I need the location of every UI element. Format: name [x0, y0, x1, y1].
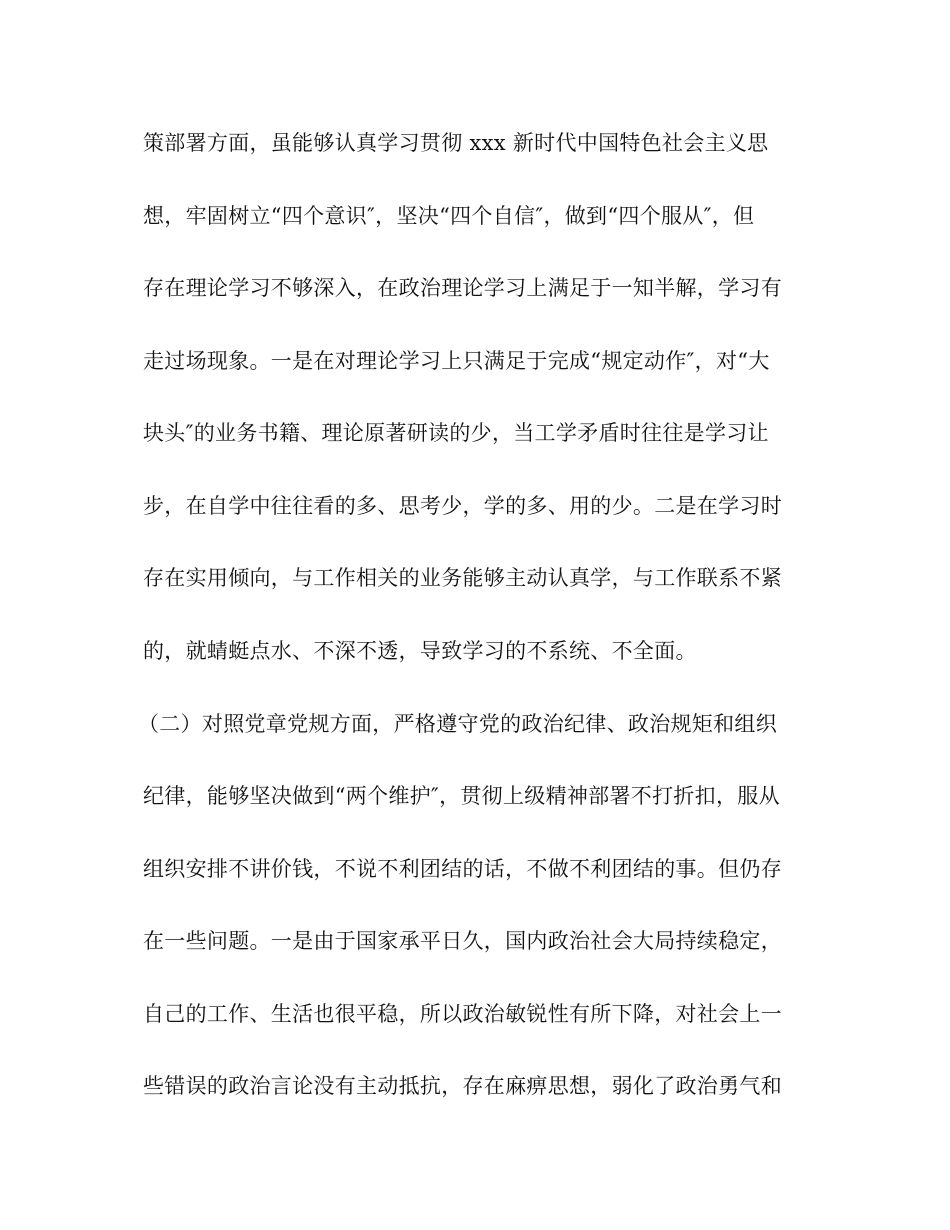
section-heading-line: （二）对照党章党规方面，严格遵守党的政治纪律、政治规矩和组织: [138, 712, 777, 736]
text-line: 的，就蜻蜓点水、不深不透，导致学习的不系统、不全面。: [143, 639, 697, 663]
text-line: 存在实用倾向，与工作相关的业务能够主动认真学，与工作联系不紧: [143, 566, 782, 590]
text-line: 在一些问题。一是由于国家承平日久，国内政治社会大局持续稳定，: [143, 929, 782, 953]
text-line: 步，在自学中往往看的多、思考少，学的多、用的少。二是在学习时: [143, 494, 782, 518]
text-line: 自己的工作、生活也很平稳，所以政治敏锐性有所下降，对社会上一: [143, 1002, 782, 1026]
text-line: 策部署方面，虽能够认真学习贯彻 xxx 新时代中国特色社会主义思: [143, 131, 769, 155]
text-line: 走过场现象。一是在对理论学习上只满足于完成“规定动作″，对“大: [143, 349, 770, 373]
text-line: 存在理论学习不够深入，在政治理论学习上满足于一知半解，学习有: [143, 276, 782, 300]
text-line: 想，牢固树立“四个意识″，坚决“四个自信″，做到“四个服从″，但: [143, 204, 755, 228]
text-line: 块头″的业务书籍、理论原著研读的少，当工学矛盾时往往是学习让: [143, 421, 769, 445]
text-line: 组织安排不讲价钱，不说不利团结的话，不做不利团结的事。但仍存: [143, 857, 782, 881]
text-line: 些错误的政治言论没有主动抵抗，存在麻痹思想，弱化了政治勇气和: [143, 1074, 782, 1098]
text-line: 纪律，能够坚决做到“两个维护″，贯彻上级精神部署不打折扣，服从: [143, 784, 780, 808]
